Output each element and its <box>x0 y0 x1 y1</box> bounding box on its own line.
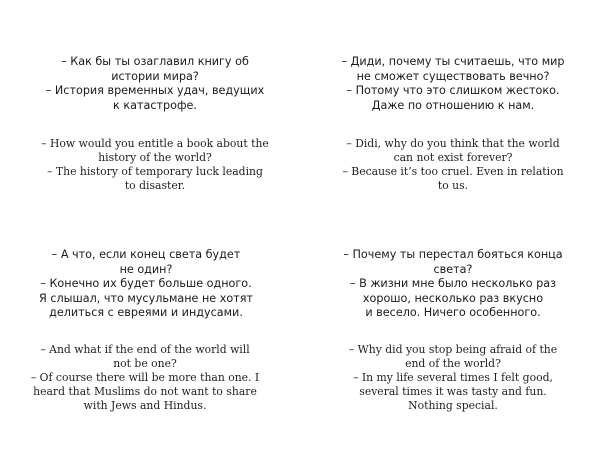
text-line: history of the world? <box>98 151 212 164</box>
text-line: – And what if the end of the world will <box>40 343 250 356</box>
text-line: – Of course there will be more than one. I <box>30 371 260 384</box>
text-line: – How would you entitle a book about the <box>41 137 269 150</box>
text-line: и весело. Ничего особенного. <box>365 306 541 319</box>
text-line: истории мира? <box>111 69 199 83</box>
text-line: several times it was tasty and fun. <box>359 385 547 398</box>
text-line: – Как бы ты озаглавил книгу об <box>61 55 249 68</box>
text-line: света? <box>433 262 473 276</box>
text-line: Даже по отношению к нам. <box>371 98 535 112</box>
text-line: – История временных удач, ведущих <box>45 84 265 97</box>
bottom-right-russian-dialogue <box>318 248 588 321</box>
text-line: can not exist forever? <box>393 151 513 164</box>
text-line: – Didi, why do you think that the world <box>346 137 560 150</box>
top-left-english-dialogue <box>20 137 290 193</box>
text-line: не один? <box>119 262 173 276</box>
text-line: – The history of temporary luck leading <box>47 165 263 178</box>
bottom-left-russian-dialogue <box>2 248 290 321</box>
text-line: to disaster. <box>124 179 186 192</box>
text-line: end of the world? <box>405 357 501 370</box>
text-line: хорошо, несколько раз вкусно <box>362 291 544 305</box>
text-line: делиться с евреями и индусами. <box>49 306 243 319</box>
text-line: not be one? <box>113 357 177 370</box>
text-line: heard that Muslims do not want to share <box>33 385 257 398</box>
text-line: – Because it’s too cruel. Even in relation <box>342 165 564 178</box>
top-right-english-dialogue <box>318 137 588 193</box>
text-line: – Потому что это слишком жестоко. <box>346 84 560 97</box>
text-line: – In my life several times I felt good, <box>353 371 553 384</box>
text-line: – Почему ты перестал бояться конца <box>343 248 563 261</box>
text-line: to us. <box>437 179 469 192</box>
text-line: Я слышал, что мусульмане не хотят <box>39 291 253 305</box>
text-line: – А что, если конец света будет <box>51 248 241 261</box>
top-left-russian-dialogue <box>20 55 290 113</box>
text-line: with Jews and Hindus. <box>83 399 207 412</box>
top-right-russian-dialogue <box>318 55 588 113</box>
text-line: – Диди, почему ты считаешь, что мир <box>341 55 565 68</box>
bottom-right-english-dialogue <box>318 343 588 413</box>
bottom-left-english-dialogue <box>0 343 290 413</box>
text-line: Nothing special. <box>408 399 498 412</box>
text-line: – Конечно их будет больше одного. <box>40 277 252 290</box>
text-line: – В жизни мне было несколько раз <box>349 277 557 290</box>
text-line: к катастрофе. <box>113 98 197 112</box>
text-line: – Why did you stop being afraid of the <box>348 343 558 356</box>
text-line: не сможет существовать вечно? <box>356 69 550 83</box>
